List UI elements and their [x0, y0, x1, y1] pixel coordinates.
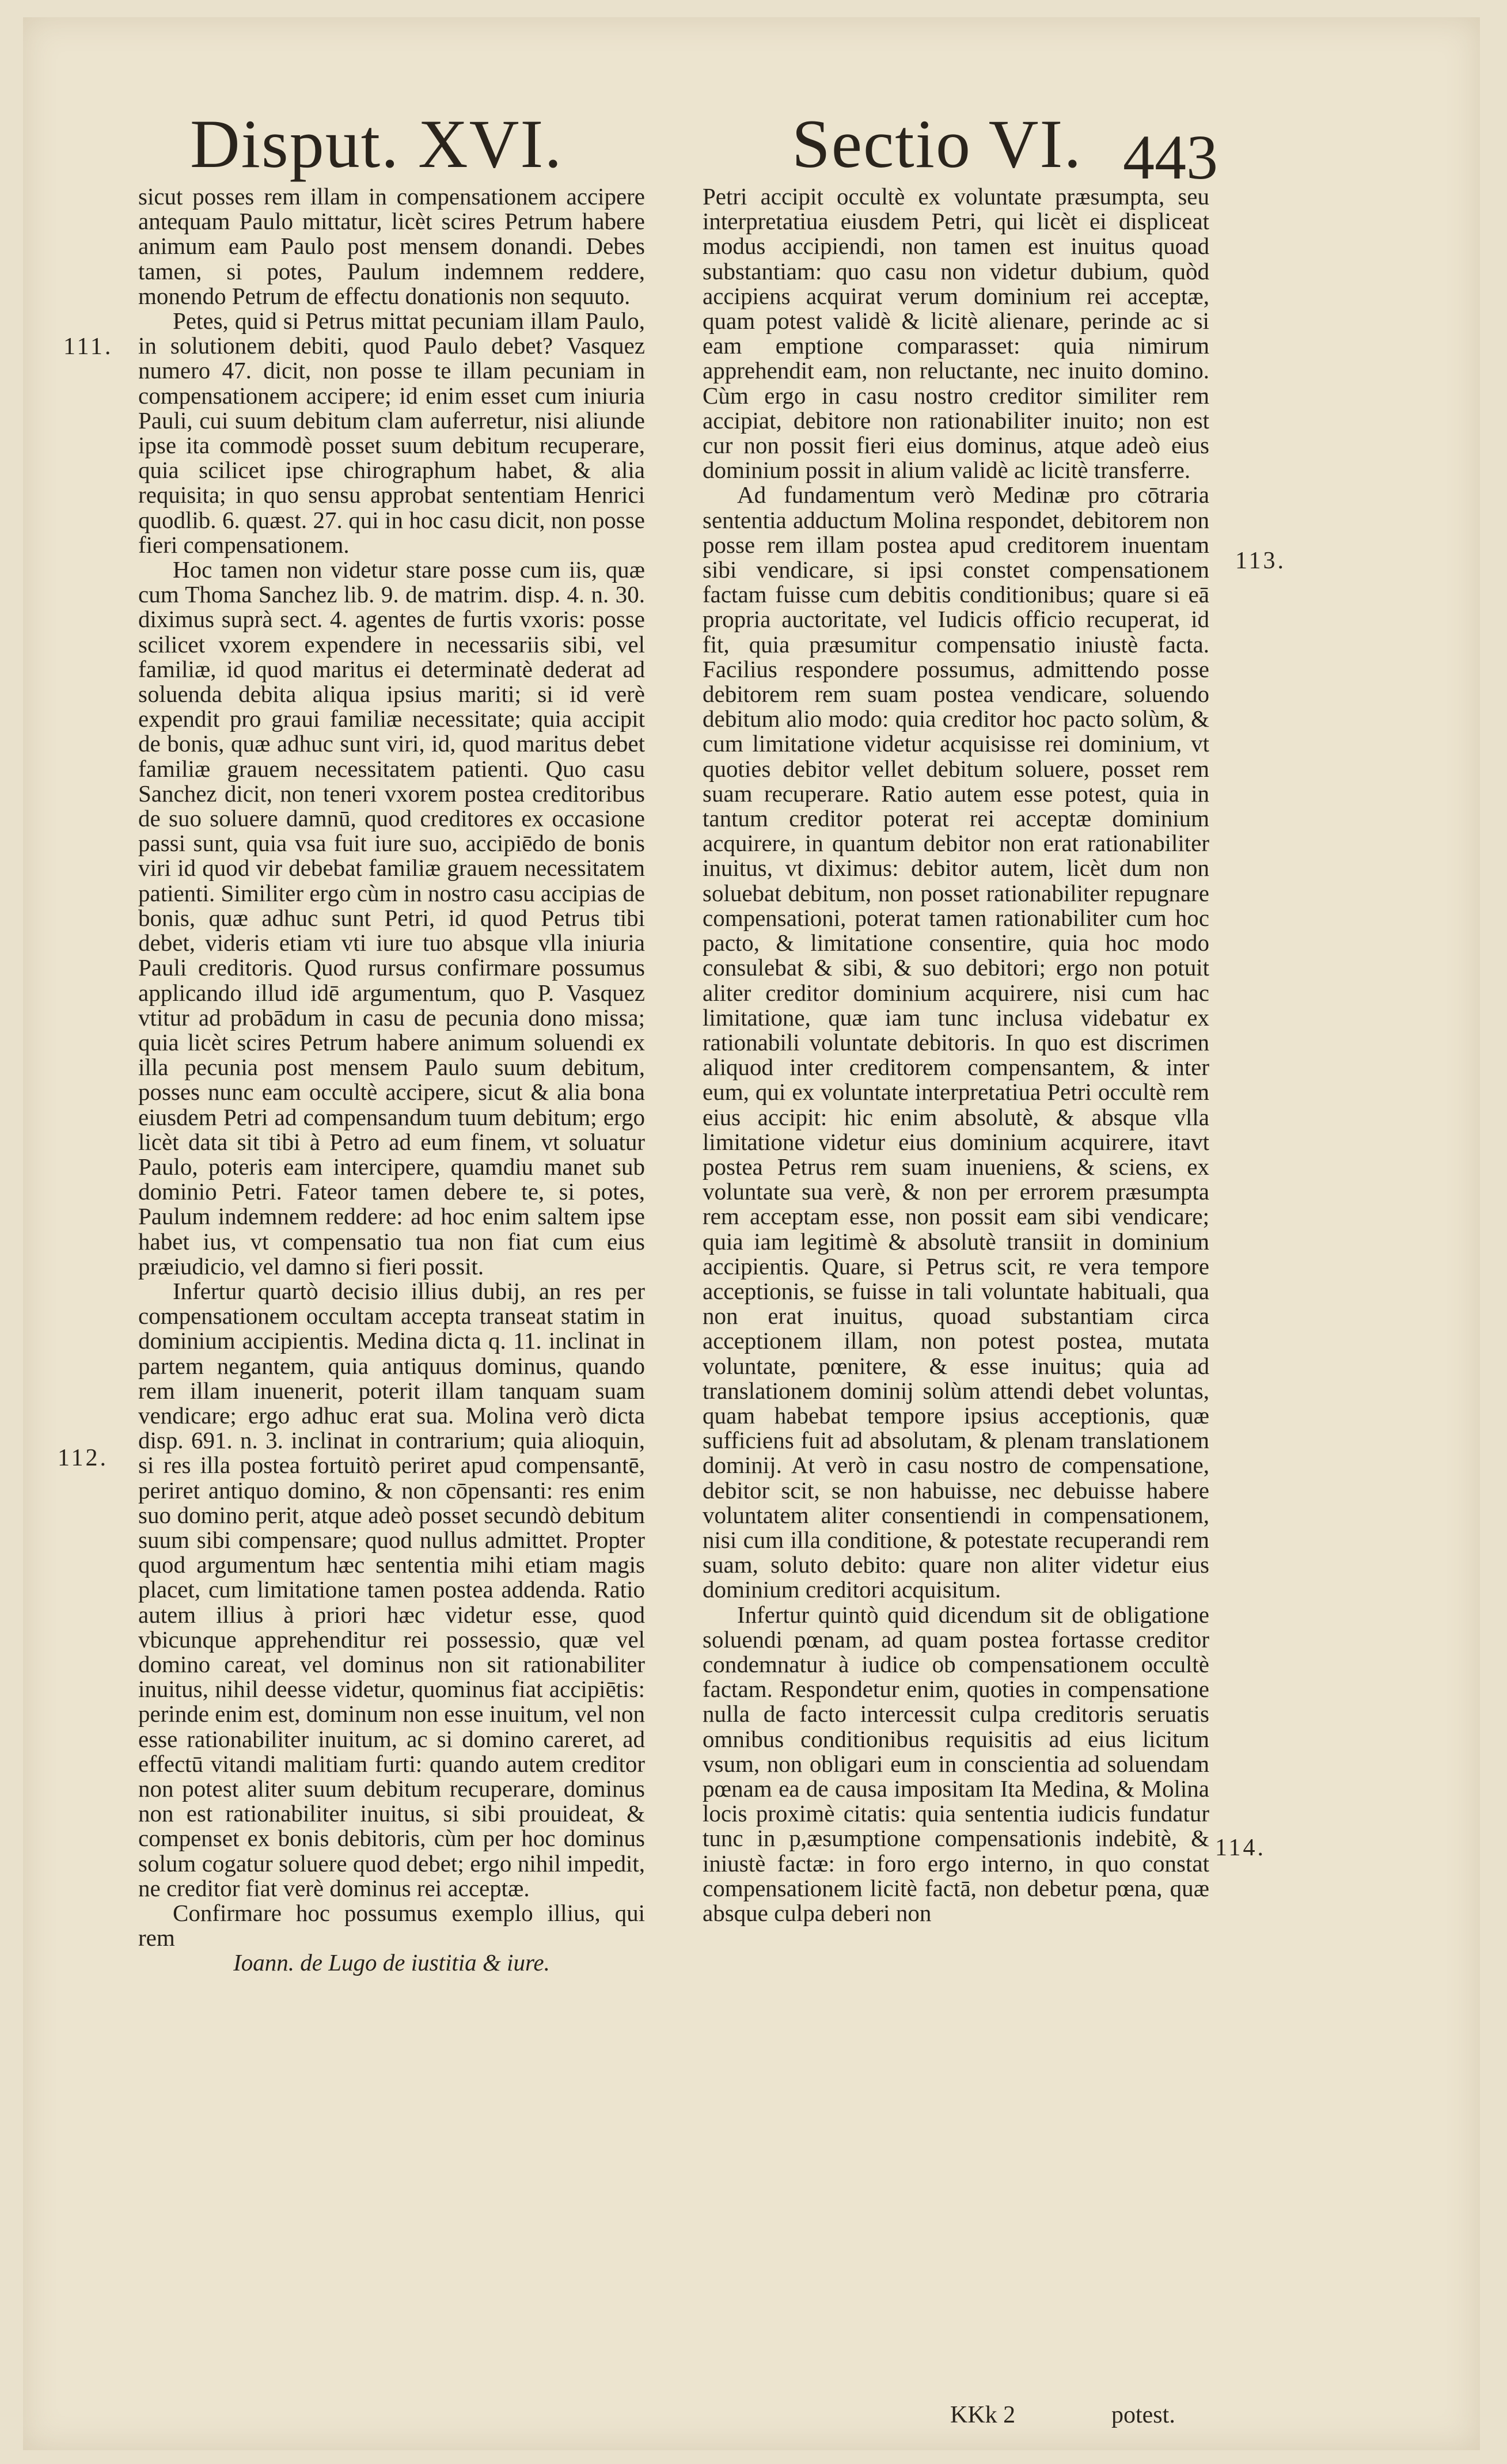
- margin-number-114: 114.: [1215, 1835, 1266, 1861]
- paragraph: Infertur quintò quid dicendum sit de obligatione soluendi pœnam, ad quam postea fortasse creditor condemnatur à iudice ob compensationem occultè factam. Respondetur enim, quoties in compensatione nulla de facto intercessit culpa creditoris seruatis omnibus conditionibus requisitis ad eius licitum vsum, non obligari eum in conscientia ad soluendam pœnam ea de causa impositam Ita Medina, & Molina locis proximè citatis: quia sententia iudicis fundatur tunc in p,æsumptione compensationis indebitè, & iniustè factæ: in foro ergo interno, in quo constat compensationem licitè factā, non debetur pœna, quæ absque culpa deberi non: [703, 1601, 1209, 1927]
- left-column: [138, 184, 645, 1976]
- paragraph: Petri accipit occultè ex voluntate præsumpta, seu interpretatiua eiusdem Petri, qui licèt ei displiceat modus accipiendi, non tamen est inuitus quoad substantiam: quo casu non videtur dubium, quòd accipiens acquirat verum dominium rei acceptæ, quam potest validè & licitè alienare, perinde ac si eam emptione comparasset: quia nimirum apprehendit eam, non reluctante, nec inuito domino. Cùm ergo in casu nostro creditor similiter rem accipiat, debitore non rationabiliter inuito; non est cur non possit fieri eius dominus, atque adeò eius dominium possit in alium validè ac licitè transferre.: [703, 183, 1209, 484]
- margin-number-111: 111.: [63, 333, 113, 360]
- paragraph: Infertur quartò decisio illius dubij, an res per compensationem occultam accepta transeat statim in dominium accipientis. Medina dicta q. 11. inclinat in partem negantem, quia antiquus dominus, quando rem illam inuenerit, poterit illam tanquam suam vendicare; ergo adhuc erat sua. Molina verò dicta disp. 691. n. 3. inclinat in contrarium; quia alioquin, si res illa postea fortuitò periret apud compensantē, periret antiquo domino, & non cōpensanti: res enim suo domino perit, atque adeò posset secundò debitum suum sibi compensare; quod nullus admittet. Propter quod argumentum hæc sententia mihi etiam magis placet, cum limitatione tamen postea addenda. Ratio autem illius à priori hæc videtur esse, quod vbicunque apprehenditur rei possessio, quæ vel domino careat, vel dominus non sit rationabiliter inuitus, nihil deesse videtur, quominus fiat accipiētis: perinde enim est, dominum non esse inuitum, vel non esse rationabiliter inuitum, ac si domino careret, ad effectū vitandi malitiam furti: quando autem creditor non potest aliter suum debitum recuperare, dominus non est rationabiliter inuitus, si sibi prouideat, & compenset ex bonis debitoris, cùm per hoc dominus solum cogatur soluere quod debet; ergo nihil impedit, ne creditor fiat verè dominus rei acceptæ.: [138, 1277, 645, 1901]
- margin-number-113: 113.: [1235, 548, 1286, 574]
- paragraph: Ad fundamentum verò Medinæ pro cōtraria sententia adductum Molina respondet, debitorem non posse rem illam postea apud creditorem inuentam sibi vendicare, si ipsi constet compensationem factam fuisse cum debitis conditionibus; quare si eā propria auctoritate, vel Iudicis officio recuperat, id fit, quia præsumitur compensatio iniustè facta. Facilius respondere possumus, admittendo posse debitorem rem suam postea vendicare, soluendo debitum alio modo: quia creditor hoc pacto solùm, & cum limitatione videtur acquisisse rei dominium, vt quoties debitor vellet debitum soluere, posset rem suam recuperare. Ratio autem esse potest, quia in tantum creditor poterat rei acceptæ dominium acquirere, in quantum debitor non erat rationabiliter inuitus, vt diximus: debitor autem, licèt dum non soluebat debitum, non posset rationabiliter repugnare compensationi, poterat tamen rationabiliter cum hoc pacto, & limitatione consentire, quia hoc modo consulebat & sibi, & suo debitori; ergo non potuit aliter creditor dominium acquirere, nisi cum hac limitatione, quæ iam tunc inclusa videbatur ex rationabili voluntate debitoris. In quo est discrimen aliquod inter creditorem compensantem, & inter eum, qui ex voluntate interpretatiua Petri occultè rem eius accipit: hic enim absolutè, & absque vlla limitatione videtur eius dominium acquirere, itavt postea Petrus rem suam inueniens, & sciens, ex voluntate sua verè, & non per errorem præsumpta rem acceptam esse, non possit eam sibi vendicare; quia iam legitimè & absolutè transiit in dominium accipientis. Quare, si Petrus scit, re vera tempore acceptionis, se fuisse in tali voluntate habituali, qua non erat inuitus, quoad substantiam circa acceptionem illam, non potest postea, mutata voluntate, pœnitere, & esse inuitus; quia ad translationem dominij solùm attendi debet voluntas, quam habebat tempore ipsius acceptionis, quæ sufficiens fuit ad absolutam, & plenam translationem dominij. At verò in casu nostro de compensatione, debitor scit, se non habuisse, nec debuisse habere voluntatem aliter consentiendi in compensationem, nisi cum illa conditione, & potestate recuperandi rem suam, soluto debito: quare non aliter videtur eius dominium creditori acquisitum.: [703, 481, 1209, 1603]
- page-number: 443: [1123, 122, 1218, 192]
- citation-line: Ioann. de Lugo de iustitia & iure.: [233, 1949, 550, 1976]
- paragraph: sicut posses rem illam in compensationem accipere antequam Paulo mittatur, licèt scires Petrum habere animum eam Paulo post mensem donandi. Debes tamen, si potes, Paulum indemnem reddere, monendo Petrum de effectu donationis non sequuto.: [138, 183, 645, 309]
- running-head-right: Sectio VI.: [792, 105, 1083, 182]
- signature-mark: KKk 2: [950, 2402, 1016, 2428]
- paragraph: Hoc tamen non videtur stare posse cum iis, quæ cum Thoma Sanchez lib. 9. de matrim. disp. 4. n. 30. diximus suprà sect. 4. agentes de furtis vxoris: posse scilicet vxorem expendere in necessariis sibi, vel familiæ, id quod maritus ei determinatè dederat ad soluenda debita aliqua ipsius mariti; si id verè expendit pro graui familiæ necessitate; quia accipit de bonis, quæ adhuc sunt viri, id, quod maritus debet familiæ grauem necessitatem patienti. Quo casu Sanchez dicit, non teneri vxorem postea creditoribus de suo soluere damnū, quod creditores ex occasione passi sunt, quia vsa fuit iure suo, accipiēdo de bonis viri id quod vir debebat familiæ grauem necessitatem patienti. Similiter ergo cùm in nostro casu accipias de bonis, quæ adhuc sunt Petri, id quod Petrus tibi debet, videris etiam vti iure tuo absque vlla iniuria Pauli creditoris. Quod rursus confirmare possumus applicando illud idē argumentum, quo P. Vasquez vtitur ad probādum in casu de pecunia dono missa; quia licèt scires Petrum habere animum soluendi ex illa pecunia post mensem Paulo suum debitum, posses nunc eam occultè accipere, sicut & alia bona eiusdem Petri ad compensandum tuum debitum; ergo licèt data sit tibi à Petro ad eum finem, vt soluatur Paulo, poteris eam intercipere, quamdiu manet sub dominio Petri. Fateor tamen debere te, si potes, Paulum indemnem reddere: ad hoc enim saltem ipse habet ius, vt compensatio tua non fiat cum eius præiudicio, vel damno si fieri possit.: [138, 556, 645, 1280]
- catchword: potest.: [1111, 2402, 1175, 2428]
- running-head-left: Disput. XVI.: [190, 105, 563, 182]
- margin-number-112: 112.: [58, 1445, 108, 1471]
- paragraph: Petes, quid si Petrus mittat pecuniam illam Paulo, in solutionem debiti, quod Paulo debet? Vasquez numero 47. dicit, non posse te illam pecuniam in compensationem accipere; id enim esset cum iniuria Pauli, cui suum debitum clam auferretur, nisi aliunde ipse ita commodè posset suum debitum recuperare, quia scilicet ipse chirographum habet, & alia requisita; in quo sensu approbat sententiam Henrici quodlib. 6. quæst. 27. qui in hoc casu dicit, non posse fieri compensationem.: [138, 307, 645, 558]
- right-column: [703, 184, 1209, 1926]
- paragraph: Confirmare hoc possumus exemplo illius, qui rem: [138, 1900, 645, 1952]
